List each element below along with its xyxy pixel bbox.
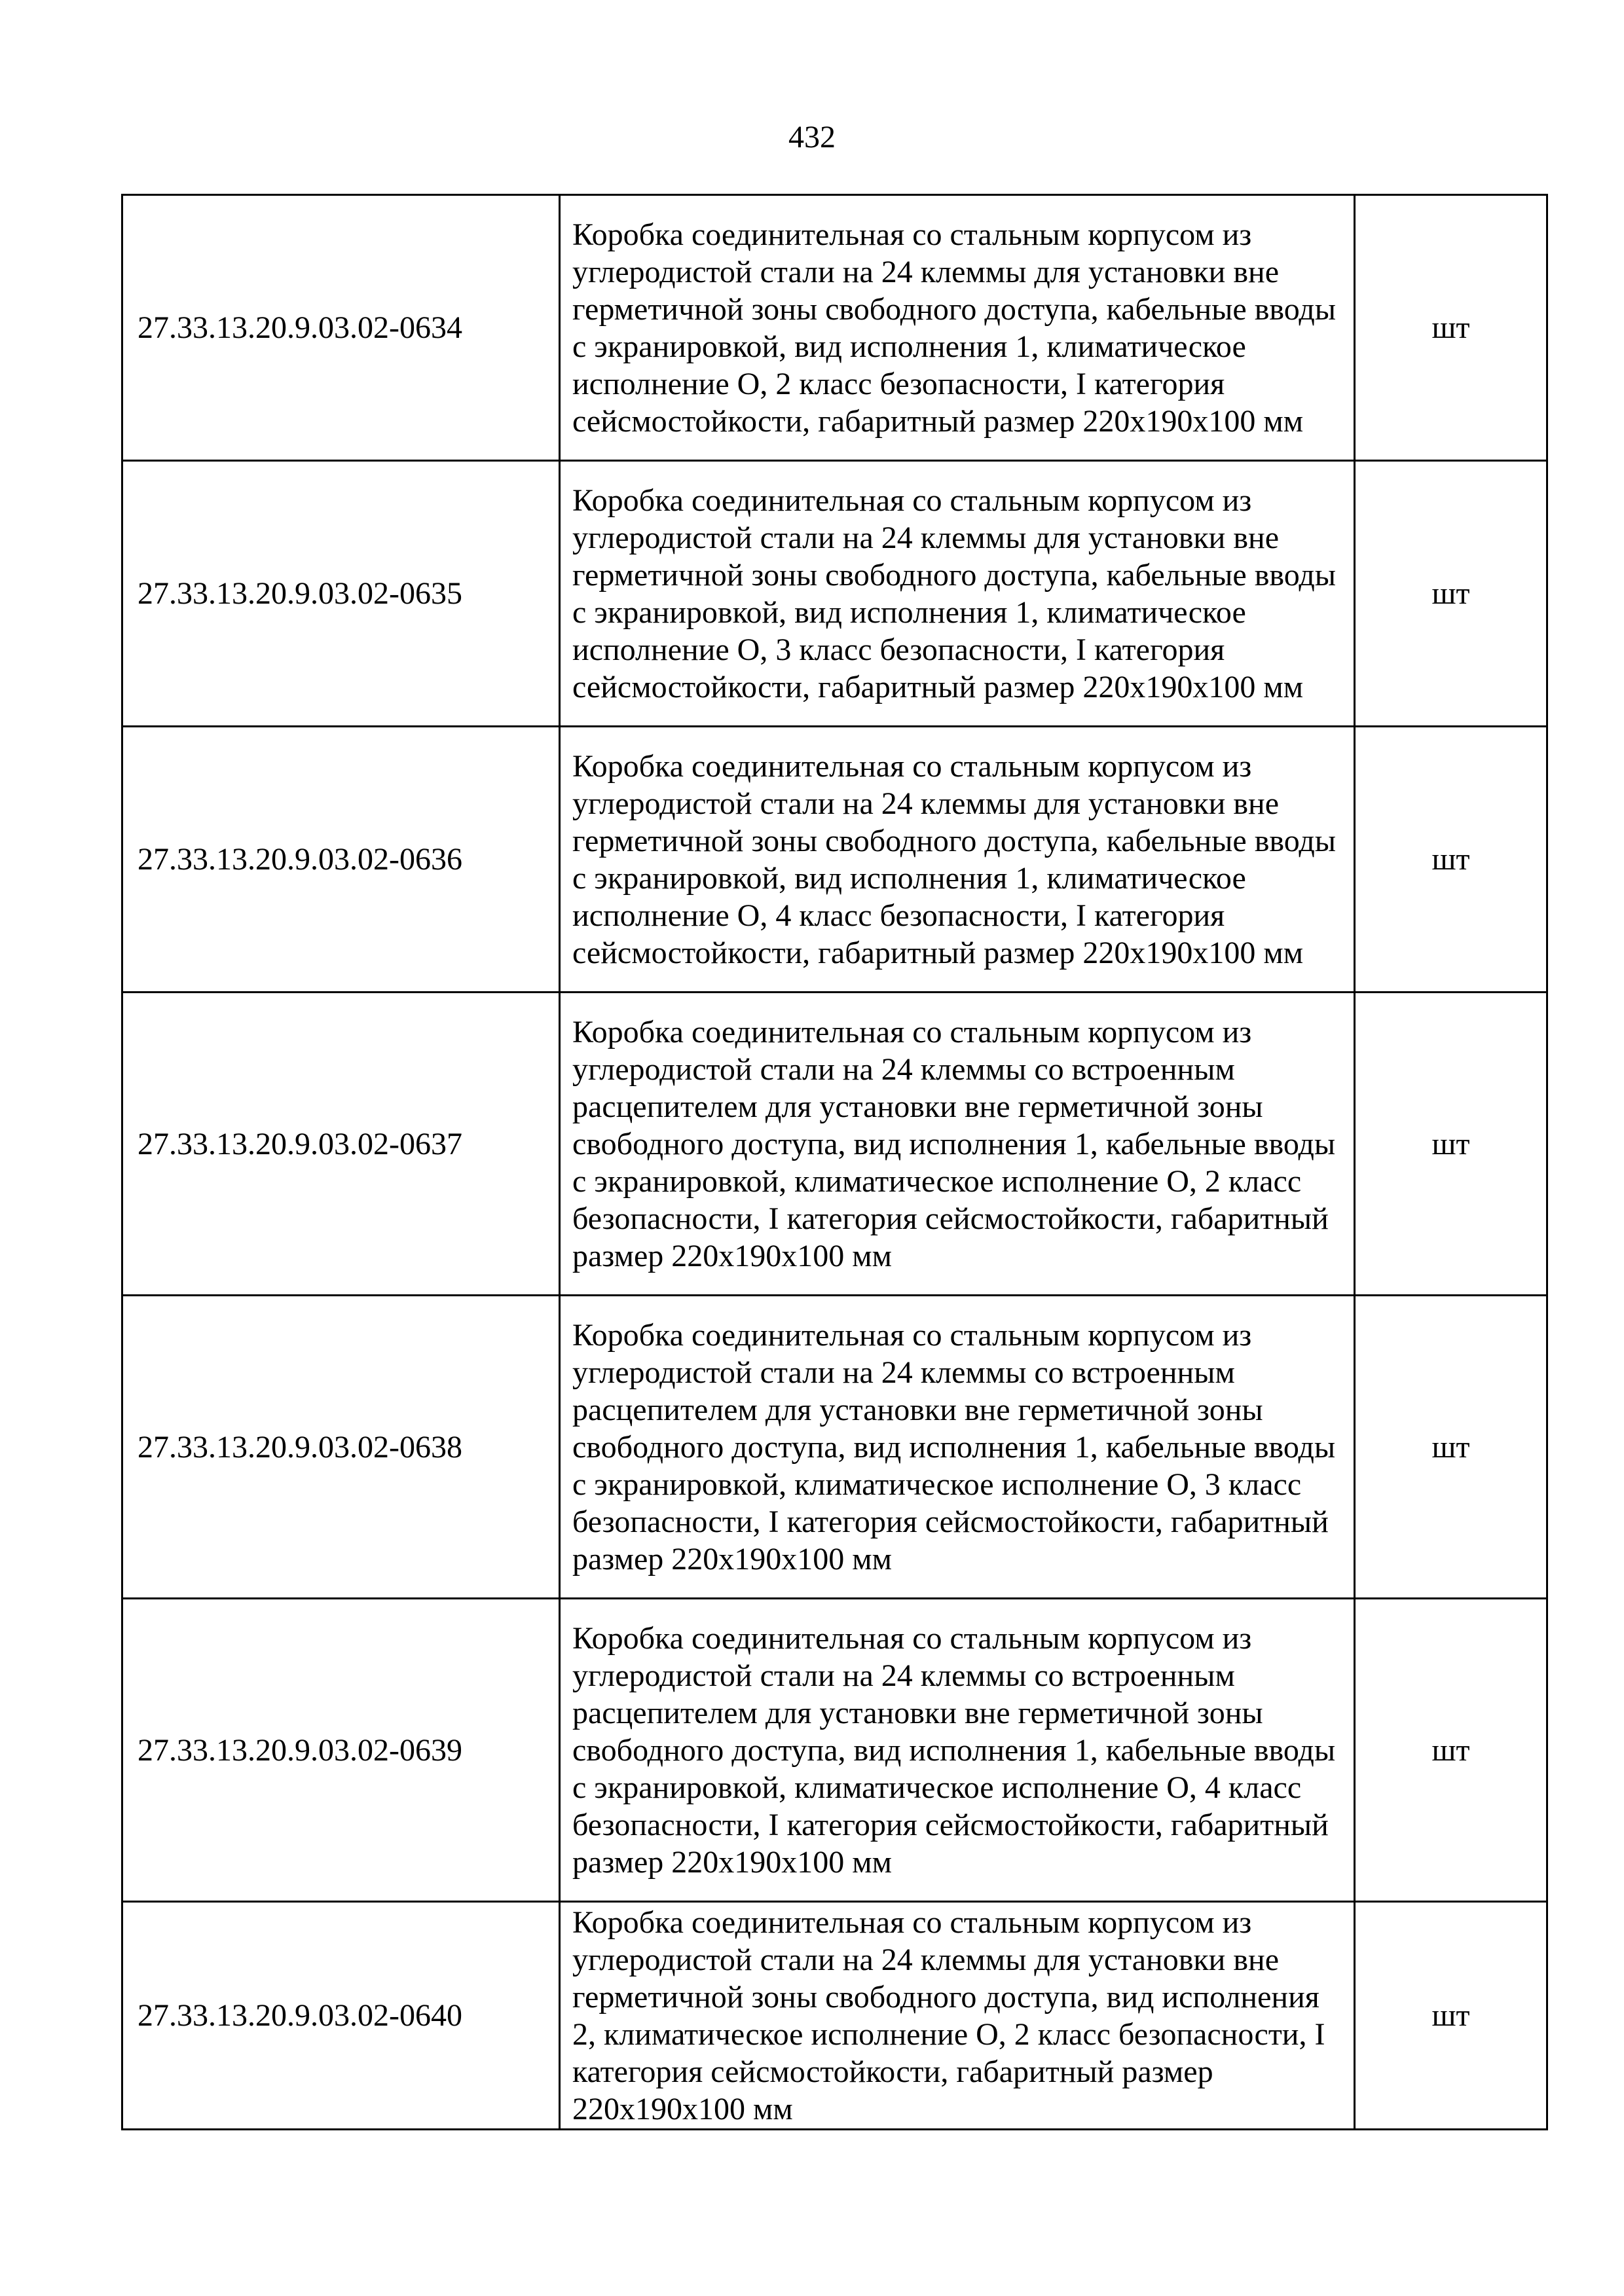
code-cell: 27.33.13.20.9.03.02-0640 bbox=[122, 1902, 560, 2130]
unit-cell: шт bbox=[1355, 993, 1547, 1296]
description-cell: Коробка соединительная со стальным корпусом из углеродистой стали на 24 клеммы для установки вне герметичной зоны свободного доступа, кабельные вводы с экранировкой, вид исполнения 1, климатическое исполнение О, 3 класс безопасности, I категория сейсмостойкости, габаритный размер 220x190x100 мм bbox=[560, 461, 1355, 727]
description-cell: Коробка соединительная со стальным корпусом из углеродистой стали на 24 клеммы со встроенным расцепителем для установки вне герметичной зоны свободного доступа, вид исполнения 1, кабельные вводы с экранировкой, климатическое исполнение О, 2 класс безопасности, I категория сейсмостойкости, габаритный размер 220x190x100 мм bbox=[560, 993, 1355, 1296]
unit-cell: шт bbox=[1355, 1599, 1547, 1902]
page-number: 432 bbox=[788, 120, 836, 155]
code-cell: 27.33.13.20.9.03.02-0638 bbox=[122, 1296, 560, 1599]
description-cell: Коробка соединительная со стальным корпусом из углеродистой стали на 24 клеммы со встроенным расцепителем для установки вне герметичной зоны свободного доступа, вид исполнения 1, кабельные вводы с экранировкой, климатическое исполнение О, 3 класс безопасности, I категория сейсмостойкости, габаритный размер 220x190x100 мм bbox=[560, 1296, 1355, 1599]
description-cell: Коробка соединительная со стальным корпусом из углеродистой стали на 24 клеммы со встроенным расцепителем для установки вне герметичной зоны свободного доступа, вид исполнения 1, кабельные вводы с экранировкой, климатическое исполнение О, 4 класс безопасности, I категория сейсмостойкости, габаритный размер 220x190x100 мм bbox=[560, 1599, 1355, 1902]
description-cell: Коробка соединительная со стальным корпусом из углеродистой стали на 24 клеммы для установки вне герметичной зоны свободного доступа, кабельные вводы с экранировкой, вид исполнения 1, климатическое исполнение О, 2 класс безопасности, I категория сейсмостойкости, габаритный размер 220x190x100 мм bbox=[560, 195, 1355, 461]
code-cell: 27.33.13.20.9.03.02-0636 bbox=[122, 727, 560, 993]
description-cell: Коробка соединительная со стальным корпусом из углеродистой стали на 24 клеммы для установки вне герметичной зоны свободного доступа, вид исполнения 2, климатическое исполнение О, 2 класс безопасности, I категория сейсмостойкости, габаритный размер 220x190x100 мм bbox=[560, 1902, 1355, 2130]
unit-cell: шт bbox=[1355, 1296, 1547, 1599]
table-row bbox=[122, 195, 1547, 461]
unit-cell: шт bbox=[1355, 461, 1547, 727]
description-cell: Коробка соединительная со стальным корпусом из углеродистой стали на 24 клеммы для установки вне герметичной зоны свободного доступа, кабельные вводы с экранировкой, вид исполнения 1, климатическое исполнение О, 4 класс безопасности, I категория сейсмостойкости, габаритный размер 220x190x100 мм bbox=[560, 727, 1355, 993]
unit-cell: шт bbox=[1355, 195, 1547, 461]
unit-cell: шт bbox=[1355, 727, 1547, 993]
unit-cell: шт bbox=[1355, 1902, 1547, 2130]
table-row bbox=[122, 727, 1547, 993]
table-row bbox=[122, 1599, 1547, 1902]
code-cell: 27.33.13.20.9.03.02-0634 bbox=[122, 195, 560, 461]
table-row bbox=[122, 993, 1547, 1296]
table-row bbox=[122, 1902, 1547, 2130]
code-cell: 27.33.13.20.9.03.02-0637 bbox=[122, 993, 560, 1296]
resource-table bbox=[121, 194, 1548, 2130]
table-row bbox=[122, 1296, 1547, 1599]
table-row bbox=[122, 461, 1547, 727]
code-cell: 27.33.13.20.9.03.02-0639 bbox=[122, 1599, 560, 1902]
code-cell: 27.33.13.20.9.03.02-0635 bbox=[122, 461, 560, 727]
